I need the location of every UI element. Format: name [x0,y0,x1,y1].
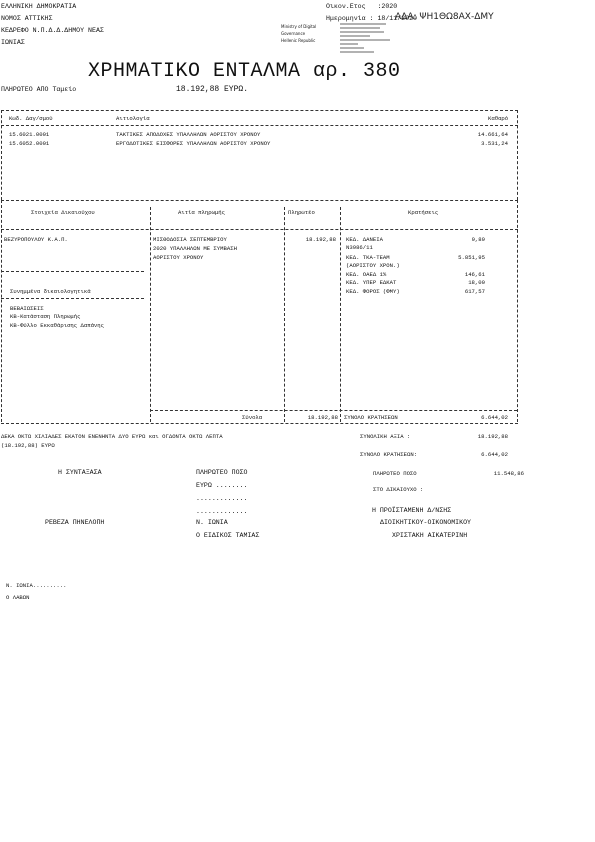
deduction-value: 18,00 [468,279,485,286]
col-header-cause: Αιτία πληρωμής [178,209,225,216]
payment-cause-line-1: ΜΙΣΘΟΔΟΣΙΑ ΣΕΠΤΕΜΒΡΙΟΥ [153,236,227,243]
payable-sum-title: ΠΛΗΡΩΤΕΟ ΠΟΣΟ [196,469,248,476]
deduction-label: ΚΕΔ. ΤΚΑ-ΤΕΑΜ [346,254,390,261]
supporting-docs-label: Συνημμένα δικαιολογητικά [10,288,91,295]
page-title: ΧΡΗΜΑΤΙΚΟ ΕΝΤΑΛΜΑ αρ. 380 [88,60,401,83]
table-row-code: 15.6021.0001 [9,131,50,138]
top-table-rule-header [1,125,518,126]
total-deductions-label: ΣΥΝΟΛΟ ΚΡΑΤΗΣΕΩΝ: [360,451,418,458]
amount-in-words: ΔΕΚΑ ΟΚΤΩ ΧΙΛΙΑΔΕΣ ΕΚΑΤΟΝ ΕΝΕΝΗΝΤΑ ΔΥΟ ΕΥΡΩ και ΟΓΔΟΝΤΑ ΟΚΤΩ ΛΕΠΤΑ [1,433,223,440]
payable-amount: 18.192,88 ΕΥΡΩ. [176,85,249,94]
author-name: ΡΕΒΕΖΑ ΠΗΝΕΛΟΠΗ [45,519,105,526]
payable-sum-euro: ΕΥΡΩ ........ [196,482,248,489]
payable-value: 18.192,88 [305,236,336,243]
beneficiary-rule-2 [1,298,144,299]
deduction-label: ΚΕΔ. ΔΑΝΕΙΑ [346,236,383,243]
mid-table-divider-1 [150,207,151,422]
top-table-right-border [517,110,518,200]
col-header-deductions: Κρατήσεις [408,209,439,216]
received-by: Ο ΛΑΒΩΝ [6,594,30,601]
table-row-net: 3.531,24 [481,140,508,147]
issuer-line-4: ΙΩΝΙΑΣ [1,39,25,46]
col-header-net: Καθαρό [488,115,509,122]
payable-sum-line: ............. [196,508,248,515]
deduction-label: Ν3986/11 [346,244,373,251]
payment-cause-line-2: 2020 ΥΠΑΛΛΗΛΩΝ ΜΕ ΣΥΜΒΑΣΗ [153,245,237,252]
mid-table-right-border [517,200,518,422]
date-line: Ημερομηνία : 18/11/2020 [326,15,418,22]
total-deductions: 6.644,02 [481,451,508,458]
col-header-payable: Πληρωτέο [288,209,315,216]
author-title: Η ΣΥΝΤΑΞΑΣΑ [58,469,102,476]
sum-value: 18.192,88 [307,414,338,421]
treasurer-title: Ο ΕΙΔΙΚΟΣ ΤΑΜΙΑΣ [196,532,260,539]
sum-rule-top [150,410,517,411]
issuer-line-1: ΕΛΛΗΝΙΚΗ ΔΗΜΟΚΡΑΤΙΑ [1,3,77,10]
digital-signature-details [340,22,396,56]
mid-table-rule-bottom [1,423,518,424]
payable-from: ΠΛΗΡΩΤΕΟ ΑΠΟ Ταμείο [1,86,77,93]
deduction-value: 9,89 [471,236,485,243]
issuer-line-3: ΚΕΔΡΕΦΟ Ν.Π.Δ.Δ.ΔΗΜΟΥ ΝΕΑΣ [1,27,104,34]
ministry-line-2: Governance [281,31,306,36]
supporting-doc: ΚΒ-Κατάσταση Πληρωμής [10,313,81,320]
payment-cause-line-3: ΑΟΡΙΣΤΟΥ ΧΡΟΝΟΥ [153,254,204,261]
head-title: Η ΠΡΟΪΣΤΑΜΕΝΗ Δ/ΝΣΗΣ [372,507,452,514]
col-header-beneficiary: Στοιχεία Δικαιούχου [31,209,95,216]
ministry-line-3: Hellenic Republic [281,38,316,43]
supporting-doc: ΚΒ-Φύλλο Εκκαθάρισης Δαπάνης [10,322,104,329]
deduction-label: ΚΕΔ. ΟΑΕΔ 1% [346,271,387,278]
deduction-label: ΚΕΔ. ΥΠΕΡ ΕΔΚΑΤ [346,279,397,286]
deduction-label: (ΑΟΡΙΣΤΟΥ ΧΡΟΝ.) [346,262,400,269]
beneficiary-name: ΒΕΖΥΡΟΠΟΥΛΟΥ Κ.Α.Π. [4,236,68,243]
mid-table-rule-top [1,200,518,201]
ada-stamp: ΑΔΑ: ΨΗ1ΘΩ8ΑΧ-ΔΜΥ [395,12,494,22]
mid-table-left-border [1,200,2,422]
ministry-line-1: Ministry of Digital [281,24,317,29]
head-name: ΧΡΙΣΤΑΚΗ ΑΙΚΑΤΕΡΙΝΗ [392,532,468,539]
top-table-left-border [1,110,2,200]
deduction-label: ΚΕΔ. ΦΟΡΟΣ (ΦΜΥ) [346,288,400,295]
net-payable-label: ΠΛΗΡΩΤΕΟ ΠΟΣΟ [373,470,417,477]
beneficiary-rule-1 [1,271,144,272]
mid-table-divider-2 [284,207,285,422]
table-row-reason: ΕΡΓΟΔΟΤΙΚΕΣ ΕΙΣΦΟΡΕΣ ΥΠΑΛΛΗΛΩΝ ΑΟΡΙΣΤΟΥ ΧΡΟΝΟΥ [116,140,271,147]
col-header-code: Κωδ. Δαγ/σμού [9,115,53,122]
mid-table-rule-header [1,229,518,230]
net-payable: 11.548,86 [493,470,524,477]
table-row-net: 14.661,64 [477,131,508,138]
to-beneficiary-label: ΣΤΟ ΔΙΚΑΙΟΥΧΟ : [373,486,424,493]
place-line: Ν. ΙΩΝΙΑ.......... [6,582,67,589]
issuer-line-2: ΝΟΜΟΣ ΑΤΤΙΚΗΣ [1,15,53,22]
fiscal-year: Οικον.Ετος :2020 [326,3,398,10]
deduction-value: 146,61 [464,271,485,278]
total-value: 18.192,88 [477,433,508,440]
deduction-value: 5.851,95 [458,254,485,261]
amount-in-words-number: (18.192,88) ΕΥΡΩ [1,442,55,449]
supporting-doc: ΒΕΒΑΙΩΣΕΙΣ [10,305,44,312]
deductions-total-label: ΣΥΝΟΛΟ ΚΡΑΤΗΣΕΩΝ [344,414,398,421]
mid-table-divider-3 [340,207,341,422]
deductions-total-value: 6.644,02 [481,414,508,421]
top-table-rule-top [1,110,518,111]
table-row-reason: ΤΑΚΤΙΚΕΣ ΑΠΟΔΟΧΕΣ ΥΠΑΛΛΗΛΩΝ ΑΟΡΙΣΤΟΥ ΧΡΟΝΟΥ [116,131,261,138]
deduction-value: 617,57 [464,288,485,295]
col-header-reason: Αιτιολογία [116,115,150,122]
sum-label: Σύνολα [242,414,263,421]
city-title: Ν. ΙΩΝΙΑ [196,519,228,526]
table-row-code: 15.6052.0001 [9,140,50,147]
payable-sum-line: ............. [196,495,248,502]
total-value-label: ΣΥΝΟΛΙΚΗ ΑΞΙΑ : [360,433,411,440]
head-department: ΔΙΟΙΚΗΤΙΚΟΥ-ΟΙΚΟΝΟΜΙΚΟΥ [380,519,472,526]
